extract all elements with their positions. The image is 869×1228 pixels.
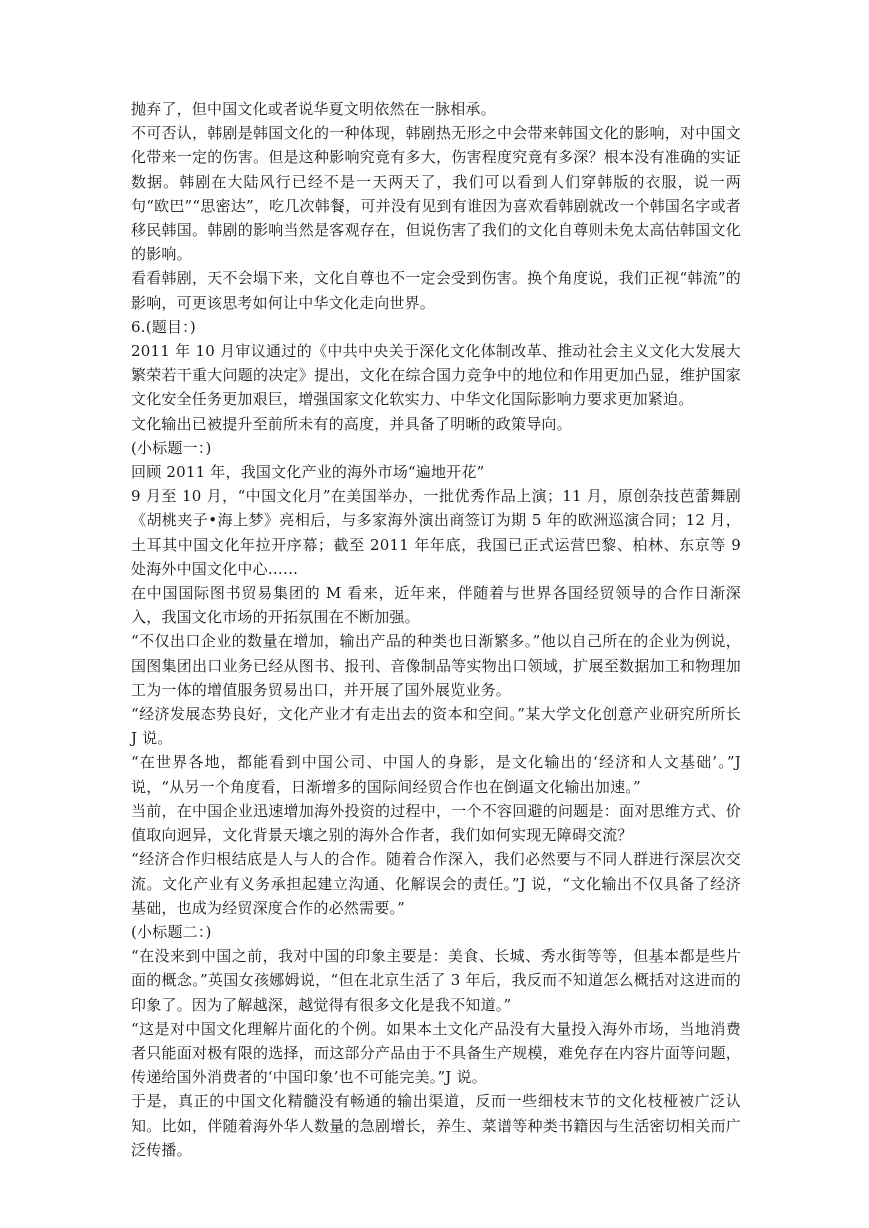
document-page — [131, 97, 741, 1162]
paragraph: 于是，真正的中国文化精髓没有畅通的输出渠道，反而一些细枝末节的文化枝桠被广泛认知。比如，伴随着海外华人数量的急剧增长，养生、菜谱等种类书籍因与生活密切相关而广泛传播。 — [131, 1092, 741, 1159]
paragraph: 看看韩剧，天不会塌下来，文化自尊也不一定会受到伤害。换个角度说，我们正视“韩流”的影响，可更该思考如何让中华文化走向世界。 — [131, 269, 741, 312]
paragraph: “不仅出口企业的数量在增加，输出产品的种类也日渐繁多。”他以自己所在的企业为例说，国图集团出口业务已经从图书、报刊、音像制品等实物出口领域，扩展至数据加工和物理加工为一体的增值服务贸易出口，并开展了国外展览业务。 — [131, 632, 741, 699]
question-number: 6.(题目：) — [131, 317, 196, 336]
paragraph: “在没来到中国之前，我对中国的印象主要是：美食、长城、秀水街等等，但基本都是些片面的概念。”英国女孩娜姆说，“但在北京生活了 3 年后，我反而不知道怎么概括对这进而的印象了。因为了解越深，越觉得有很多文化是我不知道。” — [131, 947, 741, 1014]
paragraph: 不可否认，韩剧是韩国文化的一种体现，韩剧热无形之中会带来韩国文化的影响，对中国文化带来一定的伤害。但是这种影响究竟有多大，伤害程度究竟有多深？根本没有准确的实证数据。韩剧在大陆风行已经不是一天两天了，我们可以看到人们穿韩版的衣服，说一两句“欧巴”“思密达”，吃几次韩餐，可并没有见到有谁因为喜欢看韩剧就改一个韩国名字或者移民韩国。韩剧的影响当然是客观存在，但说伤害了我们的文化自尊则未免太高估韩国文化的影响。 — [131, 124, 741, 264]
subheading-1: (小标题一：) — [131, 438, 212, 457]
paragraph: 在中国国际图书贸易集团的 M 看来，近年来，伴随着与世界各国经贸领导的合作日渐深入，我国文化市场的开拓氛围在不断加强。 — [131, 584, 741, 627]
paragraph: “经济合作归根结底是人与人的合作。随着合作深入，我们必然要与不同人群进行深层次交流。文化产业有义务承担起建立沟通、化解误会的责任。”J 说，“文化输出不仅具备了经济基础，也成为经贸深度合作的必然需要。” — [131, 850, 741, 917]
paragraph: 9 月至 10 月，“中国文化月”在美国举办，一批优秀作品上演；11 月，原创杂技芭蕾舞剧《胡桃夹子•海上梦》亮相后，与多家海外演出商签订为期 5 年的欧洲巡演合同；12 月，土耳其中国文化年拉开序幕；截至 2011 年年底，我国已正式运营巴黎、柏林、东京等 9 处海外中国文化中心…… — [131, 487, 741, 578]
paragraph: 回顾 2011 年，我国文化产业的海外市场“遍地开花” — [131, 463, 485, 482]
paragraph: 抛弃了，但中国文化或者说华夏文明依然在一脉相承。 — [131, 100, 496, 118]
paragraph: “经济发展态势良好，文化产业才有走出去的资本和空间。”某大学文化创意产业研究所所长 J 说。 — [131, 705, 741, 748]
paragraph: 2011 年 10 月审议通过的《中共中央关于深化文化体制改革、推动社会主义文化大发展大繁荣若干重大问题的决定》提出，文化在综合国力竞争中的地位和作用更加凸显，维护国家文化安全任务更加艰巨，增强国家文化软实力、中华文化国际影响力要求更加紧迫。 — [131, 342, 741, 409]
subheading-2: (小标题二：) — [131, 922, 212, 941]
paragraph: “在世界各地，都能看到中国公司、中国人的身影，是文化输出的‘经济和人文基础’。”J 说，“从另一个角度看，日渐增多的国际间经贸合作也在倒逼文化输出加速。” — [131, 753, 741, 796]
paragraph: 当前，在中国企业迅速增加海外投资的过程中，一个不容回避的问题是：面对思维方式、价值取向迥异，文化背景天壤之别的海外合作者，我们如何实现无障碍交流？ — [131, 801, 741, 845]
paragraph: “这是对中国文化理解片面化的个例。如果本土文化产品没有大量投入海外市场，当地消费者只能面对极有限的选择，而这部分产品由于不具备生产规模，难免存在内容片面等问题，传递给国外消费者的‘中国印象’也不可能完美。”J 说。 — [131, 1019, 741, 1087]
paragraph: 文化输出已被提升至前所未有的高度，并具备了明晰的政策导向。 — [131, 414, 572, 433]
